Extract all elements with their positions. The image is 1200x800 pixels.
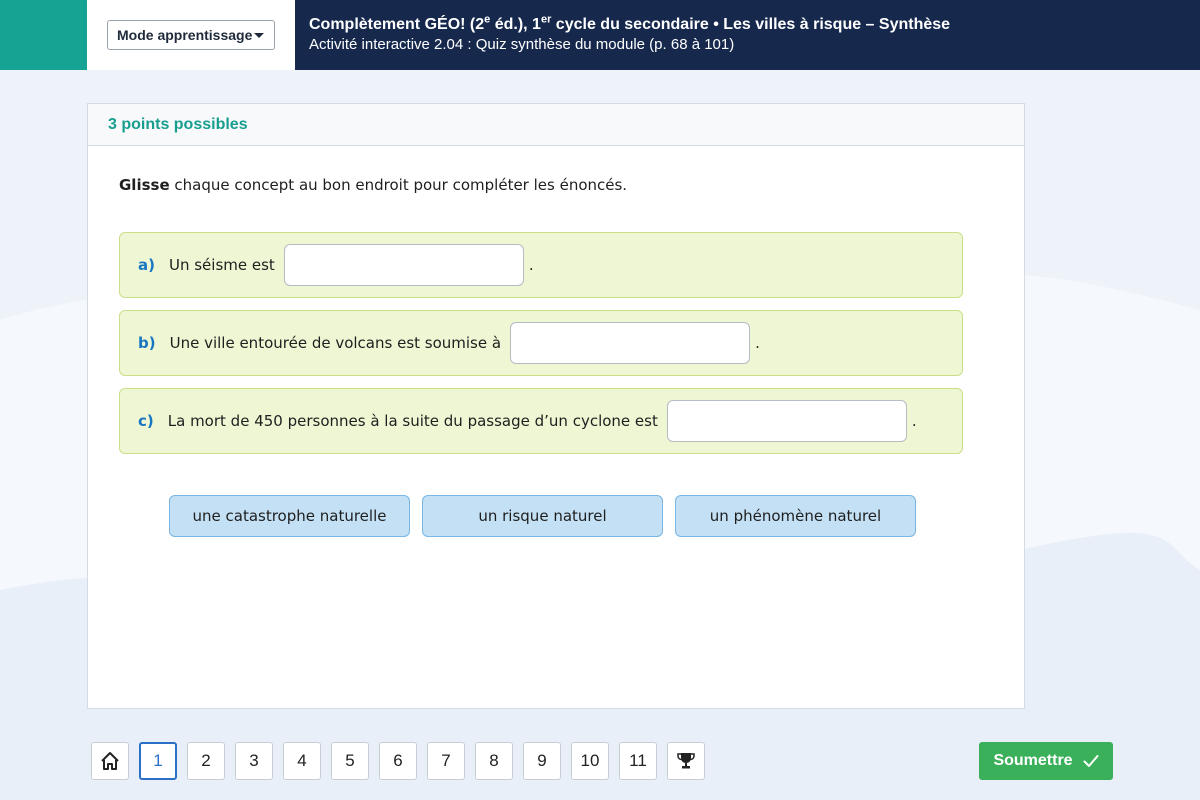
page-button-2[interactable]: 2 xyxy=(187,742,225,780)
mode-dropdown-label: Mode apprentissage xyxy=(117,27,253,43)
submit-label: Soumettre xyxy=(993,752,1073,769)
home-icon xyxy=(99,750,121,772)
page-button-3[interactable]: 3 xyxy=(235,742,273,780)
page-button-6[interactable]: 6 xyxy=(379,742,417,780)
page-navigation xyxy=(91,742,705,780)
caret-down-icon xyxy=(254,33,264,38)
page-button-10[interactable]: 10 xyxy=(571,742,609,780)
card-header xyxy=(88,104,1024,146)
question-letter: c) xyxy=(138,412,154,430)
submit-button[interactable] xyxy=(979,742,1113,780)
question-end: . xyxy=(911,412,917,430)
question-text: Une ville entourée de volcans est soumise à xyxy=(169,334,502,352)
question-row-b xyxy=(119,310,963,376)
page-button-11[interactable]: 11 xyxy=(619,742,657,780)
home-button[interactable] xyxy=(91,742,129,780)
question-row-a xyxy=(119,232,963,298)
drop-zone-c[interactable] xyxy=(667,400,907,442)
drop-zone-a[interactable] xyxy=(284,244,524,286)
page-button-9[interactable]: 9 xyxy=(523,742,561,780)
trophy-icon xyxy=(676,751,696,771)
choice-chips xyxy=(169,495,916,537)
top-header xyxy=(0,0,1200,70)
question-row-c xyxy=(119,388,963,454)
question-letter: a) xyxy=(138,256,155,274)
choice-chip-catastrophe[interactable]: une catastrophe naturelle xyxy=(169,495,410,537)
page-button-7[interactable]: 7 xyxy=(427,742,465,780)
mode-dropdown[interactable] xyxy=(107,20,275,50)
page-button-4[interactable]: 4 xyxy=(283,742,321,780)
brand-color-block xyxy=(0,0,87,70)
points-label: 3 points possibles xyxy=(108,115,248,133)
page-button-8[interactable]: 8 xyxy=(475,742,513,780)
choice-chip-phenomene[interactable]: un phénomène naturel xyxy=(675,495,916,537)
question-text: Un séisme est xyxy=(168,256,275,274)
results-button[interactable] xyxy=(667,742,705,780)
title-area xyxy=(295,0,1200,70)
question-end: . xyxy=(755,334,760,352)
quiz-card xyxy=(87,103,1025,709)
drop-zone-b[interactable] xyxy=(510,322,750,364)
choice-chip-risque[interactable]: un risque naturel xyxy=(422,495,663,537)
mode-area xyxy=(87,0,295,70)
page-button-5[interactable]: 5 xyxy=(331,742,369,780)
question-text: La mort de 450 personnes à la suite du passage d’un cyclone est xyxy=(167,412,658,430)
check-icon xyxy=(1083,754,1099,768)
question-letter: b) xyxy=(138,334,156,352)
activity-subtitle: Activité interactive 2.04 : Quiz synthèse du module (p. 68 à 101) xyxy=(309,36,735,53)
page-button-1[interactable]: 1 xyxy=(139,742,177,780)
instruction-text: Glisse chaque concept au bon endroit pour compléter les énoncés. xyxy=(119,176,628,194)
question-end: . xyxy=(528,256,534,274)
course-title: Complètement GÉO! (2e éd.), 1er cycle du secondaire • Les villes à risque – Synthèse xyxy=(309,13,951,33)
